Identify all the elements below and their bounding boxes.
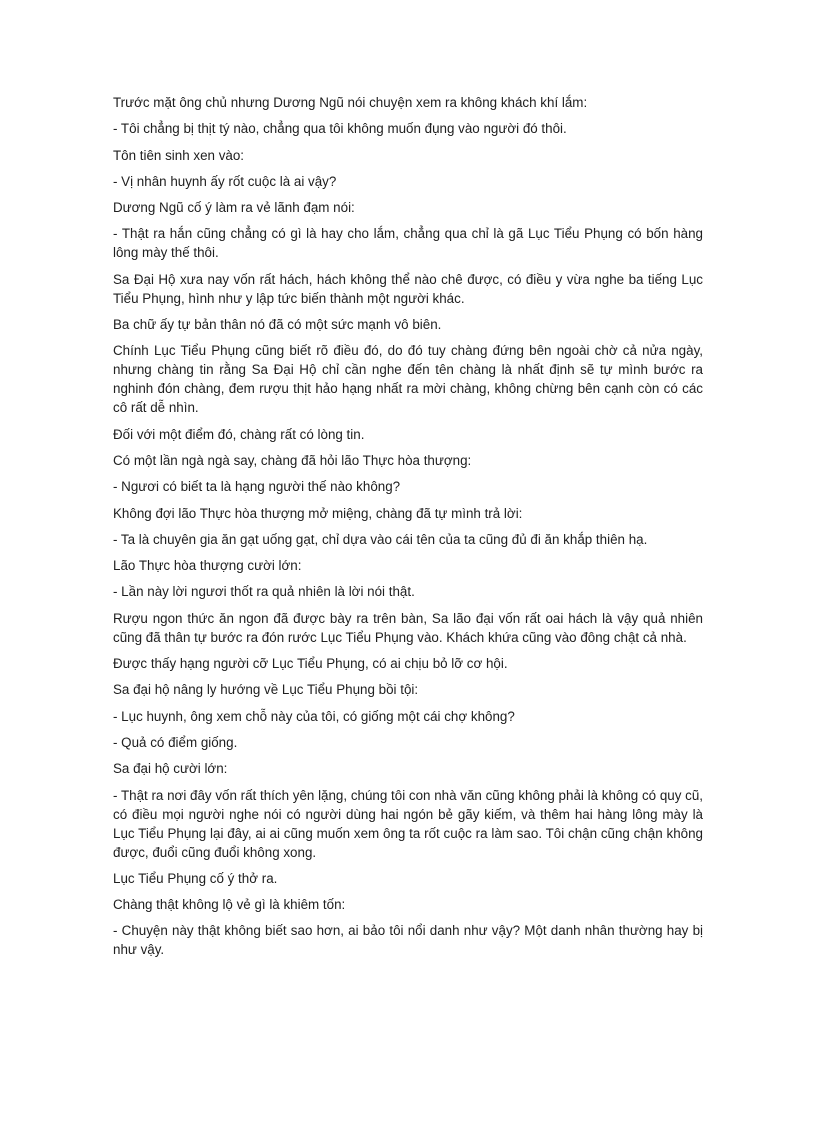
paragraph: Sa Đại Hộ xưa nay vốn rất hách, hách không thể nào chê được, có điều y vừa nghe ba tiếng Lục Tiểu Phụng, hình như y lập tức biến thành một người khác. <box>113 271 703 306</box>
paragraph: Trước mặt ông chủ nhưng Dương Ngũ nói chuyện xem ra không khách khí lắm: <box>113 95 588 110</box>
paragraph: Không đợi lão Thực hòa thượng mở miệng, chàng đã tự mình trả lời: <box>113 505 523 521</box>
paragraph: - Chuyện này thật không biết sao hơn, ai bảo tôi nổi danh như vậy? Một danh nhân thường hay bị như vậy. <box>113 923 703 958</box>
paragraph: Được thấy hạng người cỡ Lục Tiểu Phụng, có ai chịu bỏ lỡ cơ hội. <box>113 656 508 672</box>
paragraph: - Ngươi có biết ta là hạng người thế nào không? <box>113 479 401 495</box>
paragraph: - Thật ra hắn cũng chẳng có gì là hay cho lắm, chẳng qua chỉ là gã Lục Tiểu Phụng có bốn hàng lông mày thế thôi. <box>113 226 703 261</box>
paragraph: - Tôi chẳng bị thịt tý nào, chẳng qua tôi không muốn đụng vào người đó thôi. <box>113 121 567 137</box>
paragraph: Lão Thực hòa thượng cười lớn: <box>113 558 302 574</box>
paragraph: Rượu ngon thức ăn ngon đã được bày ra trên bàn, Sa lão đại vốn rất oai hách là vậy quả nhiên cũng đã thân tự bước ra đón rước Lục Tiểu Phụng vào. Khách khứa cũng vào đông chật cả nhà. <box>113 610 703 645</box>
paragraph: Chính Lục Tiểu Phụng cũng biết rõ điều đó, do đó tuy chàng đứng bên ngoài chờ cả nửa ngày, nhưng chàng tin rằng Sa Đại Hộ chỉ cần nghe đến tên chàng là nhất định sẽ tự mình bước ra nghinh đón chàng, đem rượu thịt hảo hạng nhất ra mời chàng, không chừng bên cạnh còn có các cô rất dễ nhìn. <box>113 343 703 416</box>
paragraph: Ba chữ ấy tự bản thân nó đã có một sức mạnh vô biên. <box>113 317 442 333</box>
paragraph: Sa đại hộ nâng ly hướng về Lục Tiểu Phụng bồi tội: <box>113 682 419 698</box>
paragraph: - Lục huynh, ông xem chỗ này của tôi, có giống một cái chợ không? <box>113 708 515 724</box>
text-content <box>113 93 703 967</box>
paragraph: Sa đại hộ cười lớn: <box>113 761 228 777</box>
paragraph: - Lần này lời ngươi thốt ra quả nhiên là lời nói thật. <box>113 584 415 600</box>
paragraph: Lục Tiểu Phụng cố ý thở ra. <box>113 870 278 886</box>
paragraph: Tôn tiên sinh xen vào: <box>113 147 245 163</box>
paragraph: Đối với một điểm đó, chàng rất có lòng tin. <box>113 426 365 442</box>
paragraph: Chàng thật không lộ vẻ gì là khiêm tốn: <box>113 897 346 913</box>
paragraph: Có một lần ngà ngà say, chàng đã hỏi lão Thực hòa thượng: <box>113 452 472 468</box>
paragraph: - Quả có điểm giống. <box>113 734 238 750</box>
paragraph: - Ta là chuyên gia ăn gạt uống gạt, chỉ dựa vào cái tên của ta cũng đủ đi ăn khắp thiên hạ. <box>113 531 648 547</box>
paragraph: - Thật ra nơi đây vốn rất thích yên lặng, chúng tôi con nhà văn cũng không phải là không có quy cũ, có điều mọi người nghe nói có người dùng hai ngón bẻ gãy kiếm, và thêm hai hàng lông mày là Lục Tiểu Phụng lại đây, ai ai cũng muốn xem ông ta rốt cuộc ra làm sao. Tôi chận cũng chận không được, đuổi cũng đuổi không xong. <box>113 787 703 860</box>
paragraph: - Vị nhân huynh ấy rốt cuộc là ai vậy? <box>113 173 337 189</box>
paragraph: Dương Ngũ cố ý làm ra vẻ lãnh đạm nói: <box>113 200 355 216</box>
